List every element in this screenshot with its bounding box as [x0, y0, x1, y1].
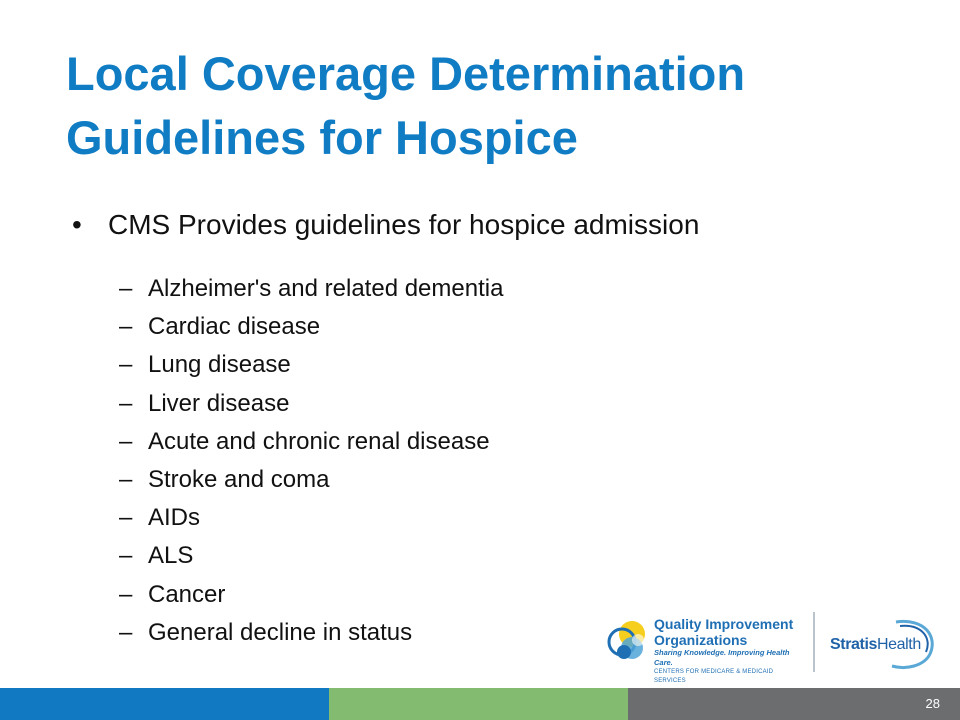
dash-marker: – [119, 427, 133, 455]
list-item [119, 499, 679, 537]
list-item-text: Lung disease [148, 351, 291, 379]
logo-divider [813, 612, 815, 672]
list-item [119, 614, 679, 652]
qio-circles-icon [604, 612, 654, 676]
qio-logo-text [654, 616, 804, 686]
dash-marker: – [119, 618, 133, 646]
qio-logo [604, 612, 804, 684]
main-bullet [72, 205, 912, 245]
footer-gray-segment [628, 688, 960, 720]
stratis-health-logo [826, 616, 938, 672]
list-item-text: AIDs [148, 504, 201, 532]
list-item-text: Cardiac disease [148, 313, 321, 341]
list-item-text: Cancer [148, 580, 226, 608]
footer-green-segment [329, 688, 628, 720]
list-item-text: ALS [148, 542, 194, 570]
sub-bullet-list [119, 270, 679, 652]
bullet-text: CMS Provides guidelines for hospice admission [108, 209, 700, 240]
page-number: 28 [925, 696, 940, 711]
dash-marker: – [119, 351, 133, 379]
dash-marker: – [119, 465, 133, 493]
dash-marker: – [119, 580, 133, 608]
list-item-text: Stroke and coma [148, 465, 330, 493]
footer-blue-segment [0, 688, 329, 720]
stratis-logo-text [830, 636, 921, 654]
list-item [119, 537, 679, 575]
title-line-1: Local Coverage Determination [66, 47, 746, 100]
slide-title [66, 42, 946, 170]
dash-marker: – [119, 542, 133, 570]
list-item [119, 385, 679, 423]
list-item [119, 423, 679, 461]
qio-tagline: Sharing Knowledge. Improving Health Care. [654, 648, 790, 667]
list-item-text: Liver disease [148, 389, 290, 417]
stratis-part-1: Stratis [830, 636, 877, 653]
qio-line-1: Quality Improvement [654, 616, 794, 632]
list-item-text: Alzheimer's and related dementia [148, 275, 504, 302]
list-item [119, 308, 679, 346]
list-item [119, 346, 679, 384]
list-item [119, 576, 679, 614]
list-item-text: Acute and chronic renal disease [148, 427, 490, 455]
dash-marker: – [119, 389, 133, 417]
title-line-2: Guidelines for Hospice [66, 111, 578, 164]
list-item-text: General decline in status [148, 618, 413, 646]
list-item [119, 461, 679, 499]
stratis-part-2: Health [877, 636, 921, 653]
dash-marker: – [119, 275, 133, 302]
dash-marker: – [119, 313, 133, 341]
list-item [119, 270, 679, 308]
qio-subline: CENTERS FOR MEDICARE & MEDICAID SERVICES [654, 669, 774, 684]
qio-line-2: Organizations [654, 632, 748, 648]
footer-bar [0, 688, 960, 720]
bullet-marker: • [72, 209, 82, 240]
dash-marker: – [119, 504, 133, 532]
